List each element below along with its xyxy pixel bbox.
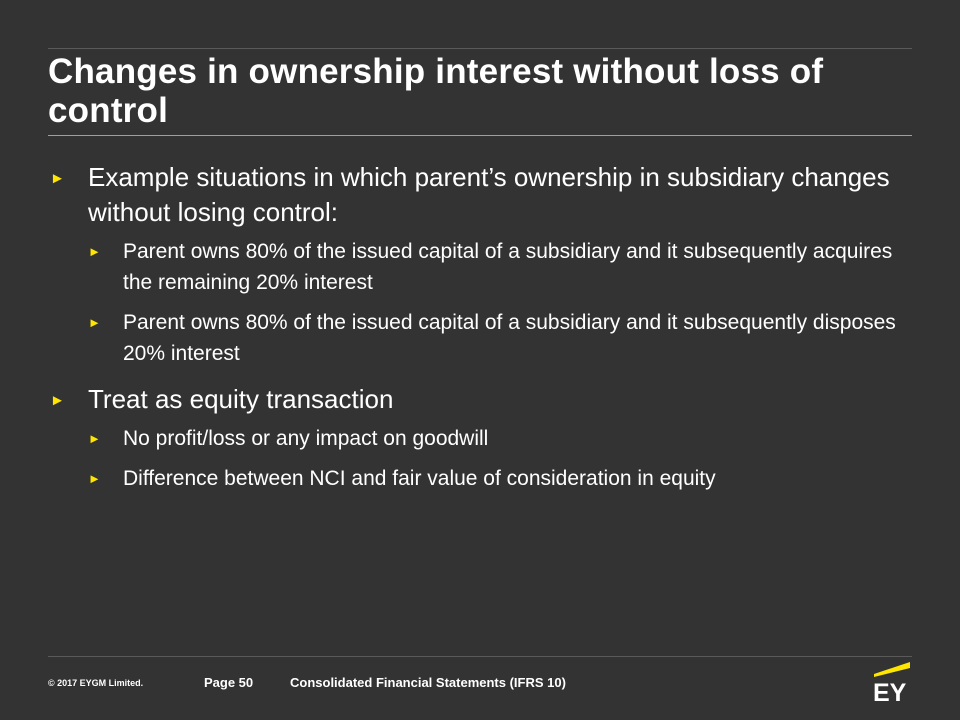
sub-bullet-item	[48, 423, 908, 454]
sub-bullet-text: Parent owns 80% of the issued capital of a subsidiary and it subsequently acquires the remaining 20% interest	[123, 240, 893, 294]
top-divider	[48, 48, 912, 49]
sub-bullet-text: Difference between NCI and fair value of consideration in equity	[123, 467, 716, 490]
ey-logo-beam-icon	[874, 662, 910, 677]
footer-divider	[48, 656, 912, 657]
slide-body	[48, 160, 908, 503]
bullet-arrow-icon: ►	[50, 392, 65, 409]
bullet-arrow-icon: ►	[50, 170, 65, 187]
sub-bullet-arrow-icon: ►	[88, 244, 101, 259]
sub-bullet-text: No profit/loss or any impact on goodwill	[123, 427, 489, 450]
slide-title: Changes in ownership interest without loss of control	[48, 52, 824, 130]
sub-bullet-arrow-icon: ►	[88, 315, 101, 330]
sub-bullet-arrow-icon: ►	[88, 471, 101, 486]
sub-bullet-item	[48, 236, 908, 298]
sub-bullet-arrow-icon: ►	[88, 431, 101, 446]
ey-logo	[870, 660, 914, 704]
bullet-text: Treat as equity transaction	[88, 384, 394, 414]
page-number: Page 50	[204, 675, 254, 690]
copyright-notice: © 2017 EYGM Limited.	[48, 678, 144, 688]
sub-bullet-text: Parent owns 80% of the issued capital of a subsidiary and it subsequently disposes 20% interest	[123, 311, 896, 365]
title-underline	[48, 135, 912, 136]
bullet-text: Example situations in which parent’s ownership in subsidiary changes without losing control:	[88, 162, 890, 227]
sub-bullet-item	[48, 307, 908, 369]
sub-bullet-item	[48, 463, 908, 494]
ey-logo-text: EY	[873, 679, 907, 704]
bullet-item	[48, 160, 908, 230]
deck-title: Consolidated Financial Statements (IFRS 10)	[290, 675, 566, 690]
bullet-item	[48, 382, 908, 417]
